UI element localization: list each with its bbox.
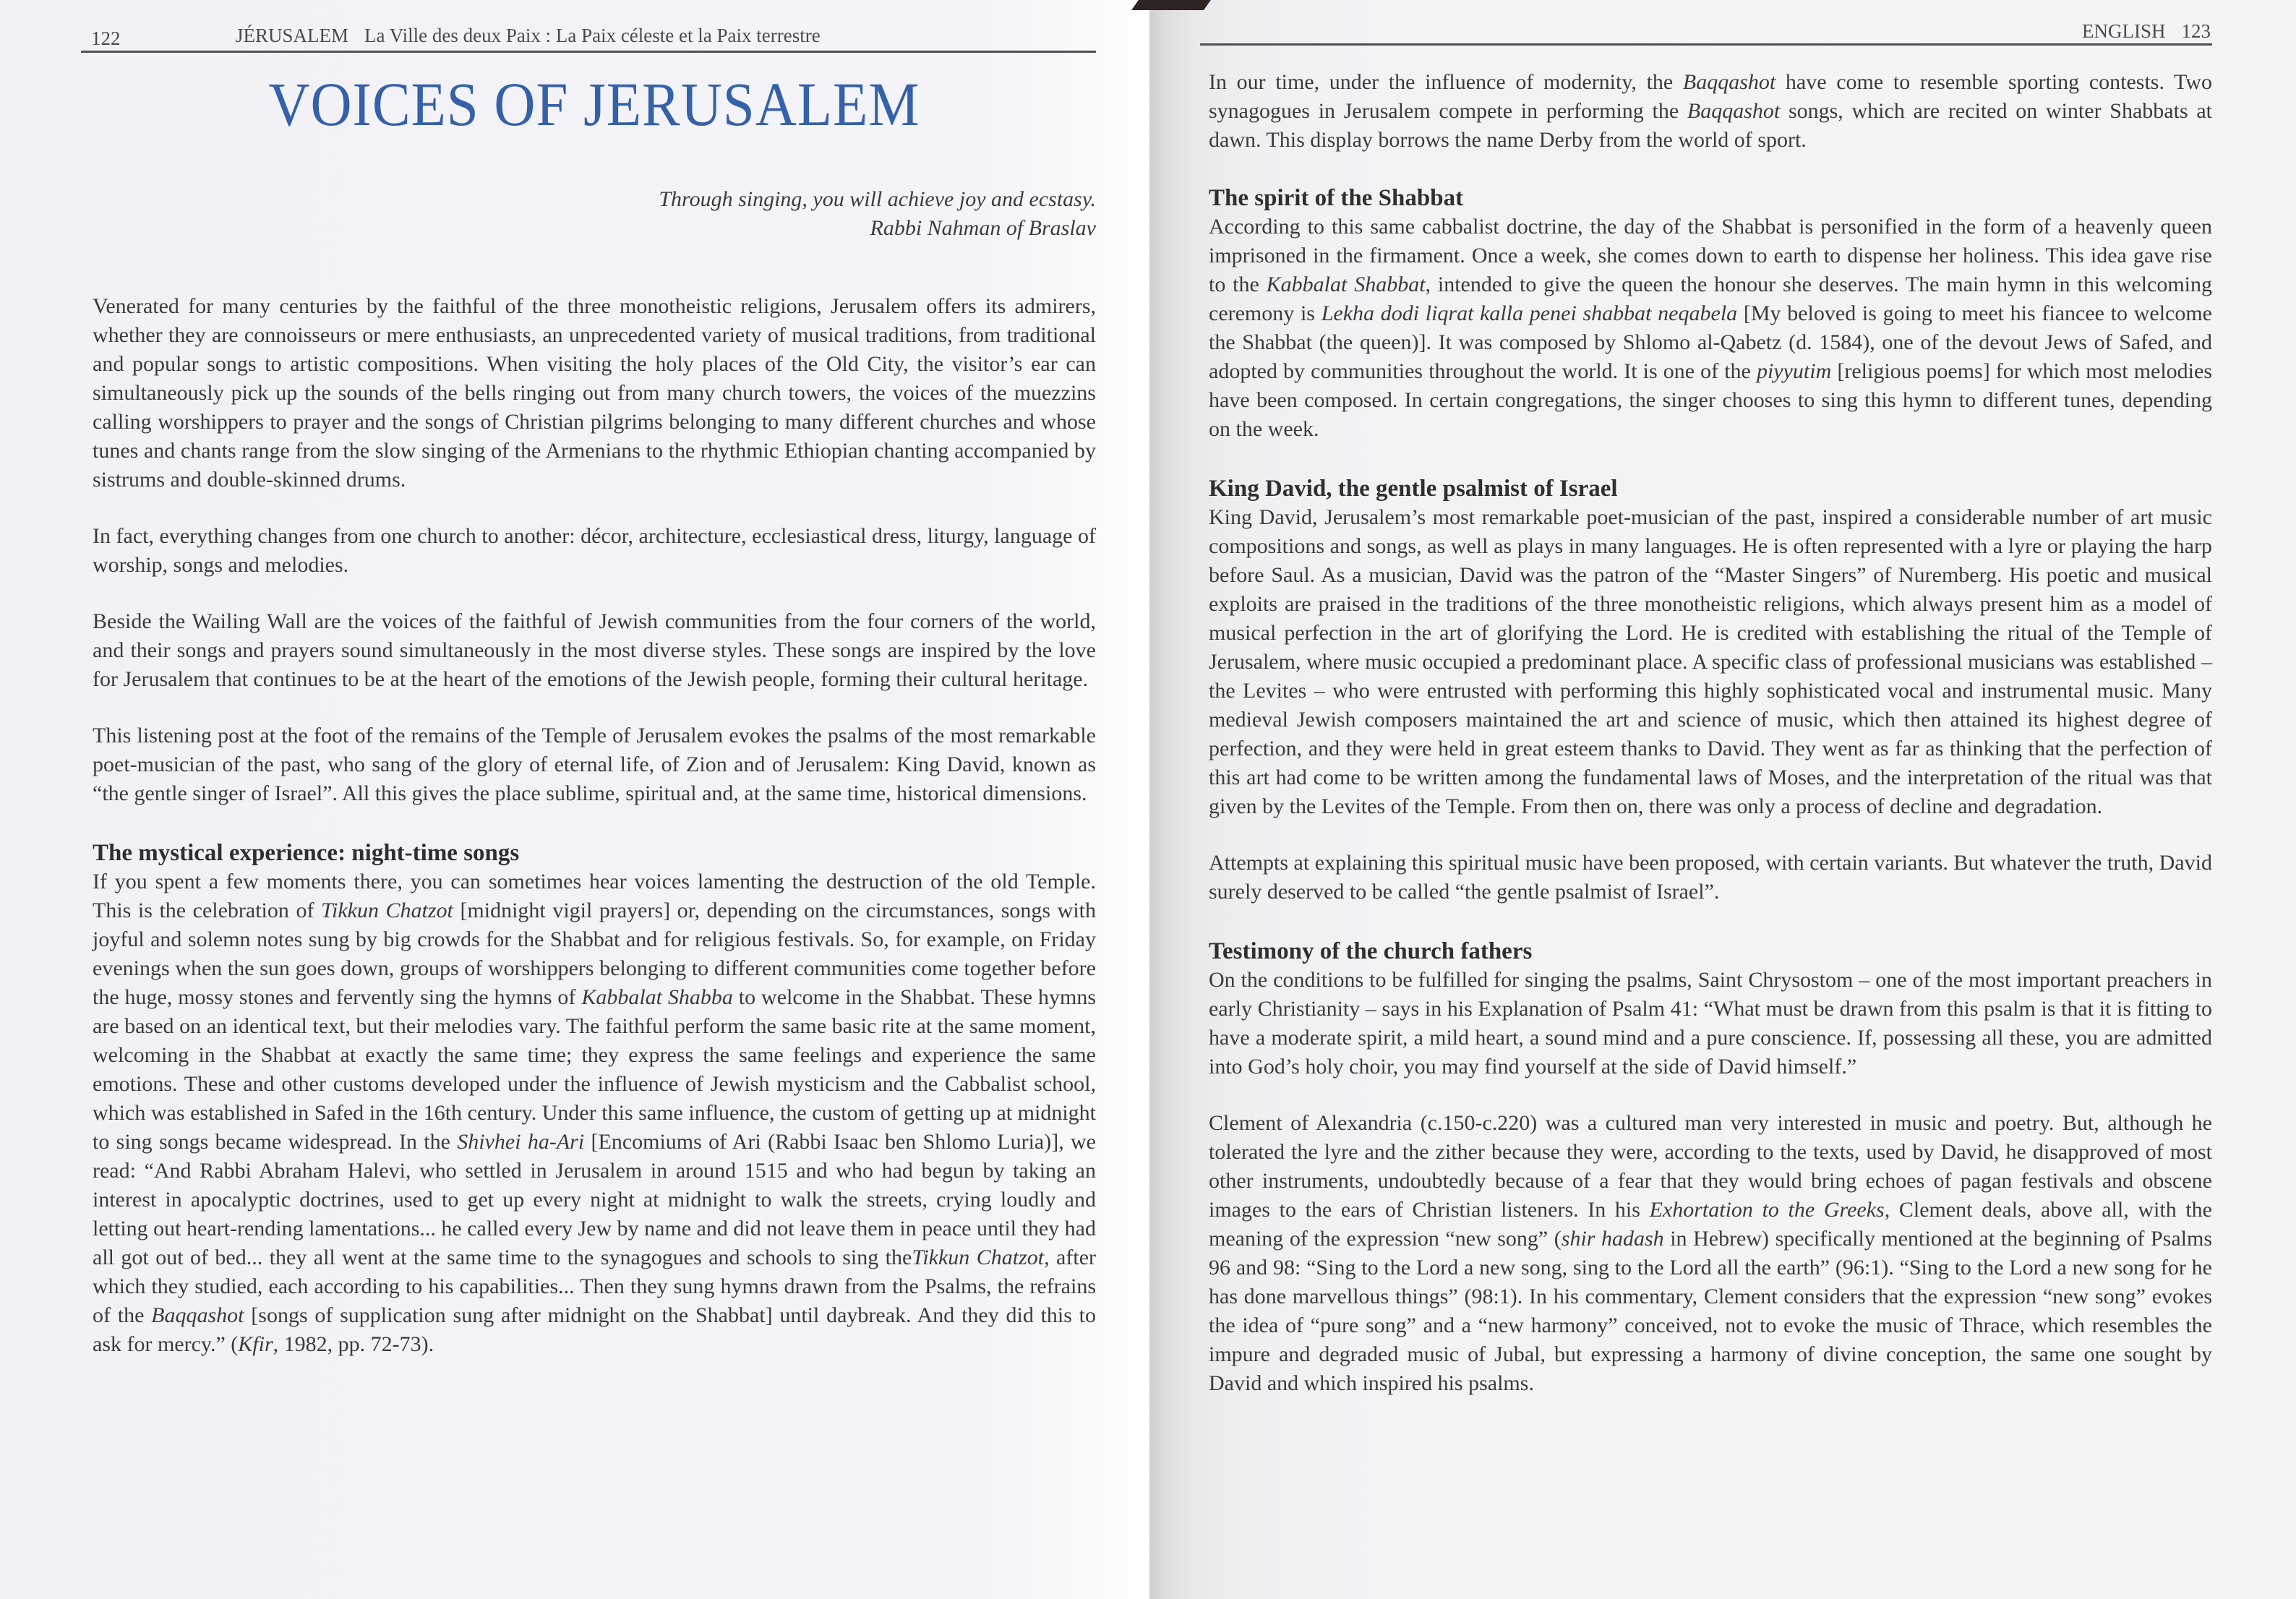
section-body-chrysostom: On the conditions to be fulfilled for singing the psalms, Saint Chrysostom – one of the most important preachers in early Christianity – says in his Explanation of Psalm 41: “What must be drawn from this psalm is that it is fitting to have a moderate spirit, a mild heart, a sound mind and a pure conscience. If, possessing all these, you are admitted into God’s holy choir, you may find yourself at the side of David himself.” [1209,968,2212,1079]
text-run: [midnight vigil prayers] or, depending on the circumstances, songs with joyful and solemn notes sung by big crowds for the Shabbat and for religious festivals. So, for example, on Friday evenings when the sun goes down, groups of worshippers belonging to different communities come together before the huge, mossy stones and fervently sing the hymns of [93,899,1096,1009]
text-run: songs, which are recited on winter Shabbats at dawn. This display borrows the name Derby from the world of sport. [1209,99,2212,152]
left-column [93,58,1096,1359]
italic-term: Kabbalat Shabbat [1266,273,1426,296]
italic-term: Baqqashot [1682,70,1776,94]
language-label: ENGLISH [2082,20,2166,42]
intro-paragraph: Beside the Wailing Wall are the voices of the faithful of Jewish communities from the four corners of the world, and their songs and prayers sound simultaneously in the most diverse styles. These songs are inspired by the love for Jerusalem that continues to be at the heart of the emotions of the Jewish people, forming their cultural heritage. [93,609,1096,691]
epigraph-quote: Through singing, you will achieve joy and ecstasy. [659,187,1096,211]
running-title [236,25,836,47]
text-run: have come to resemble sporting contests. Two synagogues in Jerusalem compete in performing the [1209,70,2212,123]
italic-term: shir hadash [1561,1227,1664,1251]
intro-paragraph: This listening post at the foot of the remains of the Temple of Jerusalem evokes the psalms of the most remarkable poet-musician of the past, who sang of the glory of eternal life, of Zion and of Jerusalem: King David, known as “the gentle singer of Israel”. All this gives the place sublime, spiritual and, at the same time, historical dimensions. [93,724,1096,805]
running-header-right [2066,20,2211,43]
italic-term: Tikkun Chatzot, [912,1246,1050,1269]
section-body-king-david-conclusion: Attempts at explaining this spiritual music have been proposed, with certain variants. But whatever the truth, David surely deserved to be called “the gentle psalmist of Israel”. [1209,851,2212,904]
section-heading-king-david: King David, the gentle psalmist of Israel [1209,476,1618,502]
italic-term: Baqqashot [151,1303,244,1327]
text-run: [religious poems] for which most melodies have been composed. In certain congregations, the singer chooses to sing this hymn to different tunes, depending on the week. [1209,359,2212,441]
right-column [1209,58,2212,1398]
italic-term: Lekha dodi liqrat kalla penei shabbat neqabela [1321,301,1738,325]
page-title: VOICES OF JERUSALEM [268,69,920,139]
left-page-number: 122 [91,27,121,49]
epigraph-attribution: Rabbi Nahman of Braslav [870,216,1096,240]
epigraph [93,185,1096,243]
text-run: [My beloved is going to meet his fiancee to welcome the Shabbat (the queen)]. It was composed by Shlomo al-Qabetz (d. 1584), one of the devout Jews of Safed, and adopted by communities throughout the world. It is one of the [1209,301,2212,383]
section-body-mystical-experience [93,867,1096,1359]
section-heading-church-fathers: Testimony of the church fathers [1209,938,1533,964]
right-page-number: 123 [2181,20,2211,42]
italic-term: Kfir [238,1332,273,1356]
binding-shadow [1131,0,1211,10]
text-run: to welcome in the Shabbat. These hymns are based on an identical text, but their melodies vary. The faithful perform the same basic rite at the same moment, welcoming in the Shabbat at exactly the same time; they express the same feelings and experience the same emotions. These and other customs developed under the influence of Jewish mysticism and the Cabbalist school, which was established in Safed in the 16th century. Under this same influence, the custom of getting up at midnight to sing songs became widespread. In the [93,985,1096,1154]
text-run: According to this same cabbalist doctrine, the day of the Shabbat is personified in the form of a heavenly queen imprisoned in the firmament. Once a week, she comes down to earth to dispense her holiness. This idea gave rise to the [1209,215,2212,296]
italic-term: piyyutim [1756,359,1832,383]
header-rule [81,51,1096,53]
intro-paragraph: In fact, everything changes from one church to another: décor, architecture, ecclesiastical dress, liturgy, language of worship, songs and melodies. [93,524,1096,577]
italic-term: Tikkun Chatzot [320,899,453,922]
section-body-clement [1209,1109,2212,1398]
section-heading-mystical-experience: The mystical experience: night-time songs [93,840,520,866]
opening-paragraph [1209,68,2212,155]
text-run: , 1982, pp. 72-73). [273,1332,434,1356]
running-title-book: JÉRUSALEM [236,25,349,46]
text-run: in Hebrew) specifically mentioned at the beginning of Psalms 96 and 98: “Sing to the Lord a new song, sing to the Lord all the earth” (96:1). “Sing to the Lord a new song for he has done marvellous things” (98:1). In his commentary, Clement considers that the expression “new song” evokes the idea of “pure song” and a “new harmony” conceived, not to evoke the music of Thrace, which resembles the impure and degraded music of Jubal, but expressing a harmony of divine conception, the same one sought by David and which inspired his psalms. [1209,1227,2212,1395]
italic-term: Exhortation to the Greeks [1649,1198,1885,1222]
text-run: Clement of Alexandria (c.150-c.220) was a cultured man very interested in music and poetry. But, although he tolerated the lyre and the zither because they were, according to the texts, used by David, he disapproved of most other instruments, undoubtedly because of a fear that they would bring echoes of pagan festivals and obscene images to the ears of Christian listeners. In his [1209,1111,2212,1222]
intro-paragraph: Venerated for many centuries by the faithful of the three monotheistic religions, Jerusalem offers its admirers, whether they are connoisseurs or mere enthusiasts, an unprecedented variety of musical traditions, from traditional and popular songs to artistic compositions. When visiting the holy places of the Old City, the visitor’s ear can simultaneously pick up the sounds of the bells ringing out from many church towers, the voices of the muezzins calling worshippers to prayer and the songs of Christian pilgrims belonging to many different churches and whose tunes and chants range from the slow singing of the Armenians to the rhythmic Ethiopian chanting accompanied by sistrums and double-skinned drums. [93,294,1096,492]
running-title-subtitle: La Ville des deux Paix : La Paix céleste et la Paix terrestre [364,25,821,46]
header-rule-right [1200,43,2212,46]
text-run: [Encomiums of Ari (Rabbi Isaac ben Shlomo Luria)], we read: “And Rabbi Abraham Halevi, who settled in Jerusalem in around 1515 and who had begun by taking an interest in apocalyptic doctrines, used to get up every night at midnight to walk the streets, crying loudly and letting out heart-rending lamentations... he called every Jew by name and did not leave them in peace until they had all got out of bed... they all went at the same time to the synagogues and schools to sing the [93,1130,1096,1269]
text-run: , intended to give the queen the honour she deserves. The main hymn in this welcoming ceremony is [1209,273,2212,325]
section-body-spirit-of-shabbat [1209,213,2212,444]
text-run: In our time, under the influence of modernity, the [1209,70,1683,94]
text-run: after which they studied, each according to his capabilities... Then they sung hymns drawn from the Psalms, the refrains of the [93,1246,1096,1327]
text-run: If you spent a few moments there, you can sometimes hear voices lamenting the destruction of the old Temple. This is the celebration of [93,870,1096,922]
italic-term: Shivhei ha-Ari [457,1130,585,1154]
text-run: [songs of supplication sung after midnight on the Shabbat] until daybreak. And they did this to ask for mercy.” ( [93,1303,1097,1356]
italic-term: Baqqashot [1687,99,1781,123]
section-heading-spirit-of-shabbat: The spirit of the Shabbat [1209,185,1464,211]
section-body-king-david: King David, Jerusalem’s most remarkable poet-musician of the past, inspired a considerable number of art music compositions and songs, as well as plays in many languages. He is often represented with a lyre or playing the harp before Saul. As a musician, David was the patron of the “Master Singers” of Nuremberg. His poetic and musical exploits are praised in the traditions of the three monotheistic religions, which always present him as a model of musical perfection in the art of glorifying the Lord. He is credited with establishing the ritual of the Temple of Jerusalem, where music occupied a predominant place. A specific class of professional musicians was established – the Levites – who were entrusted with performing this highly sophisticated vocal and instrumental music. Many medieval Jewish composers maintained the art and science of music, which then attained its highest degree of perfection, and they were held in great esteem thanks to David. They went as far as thinking that the perfection of this art had come to be written among the fundamental laws of Moses, and the interpretation of the ritual was that given by the Levites of the Temple. From then on, there was only a process of decline and degradation. [1209,505,2212,818]
italic-term: Kabbalat Shabba [581,985,733,1009]
text-run: , Clement deals, above all, with the meaning of the expression “new song” ( [1209,1198,2213,1251]
